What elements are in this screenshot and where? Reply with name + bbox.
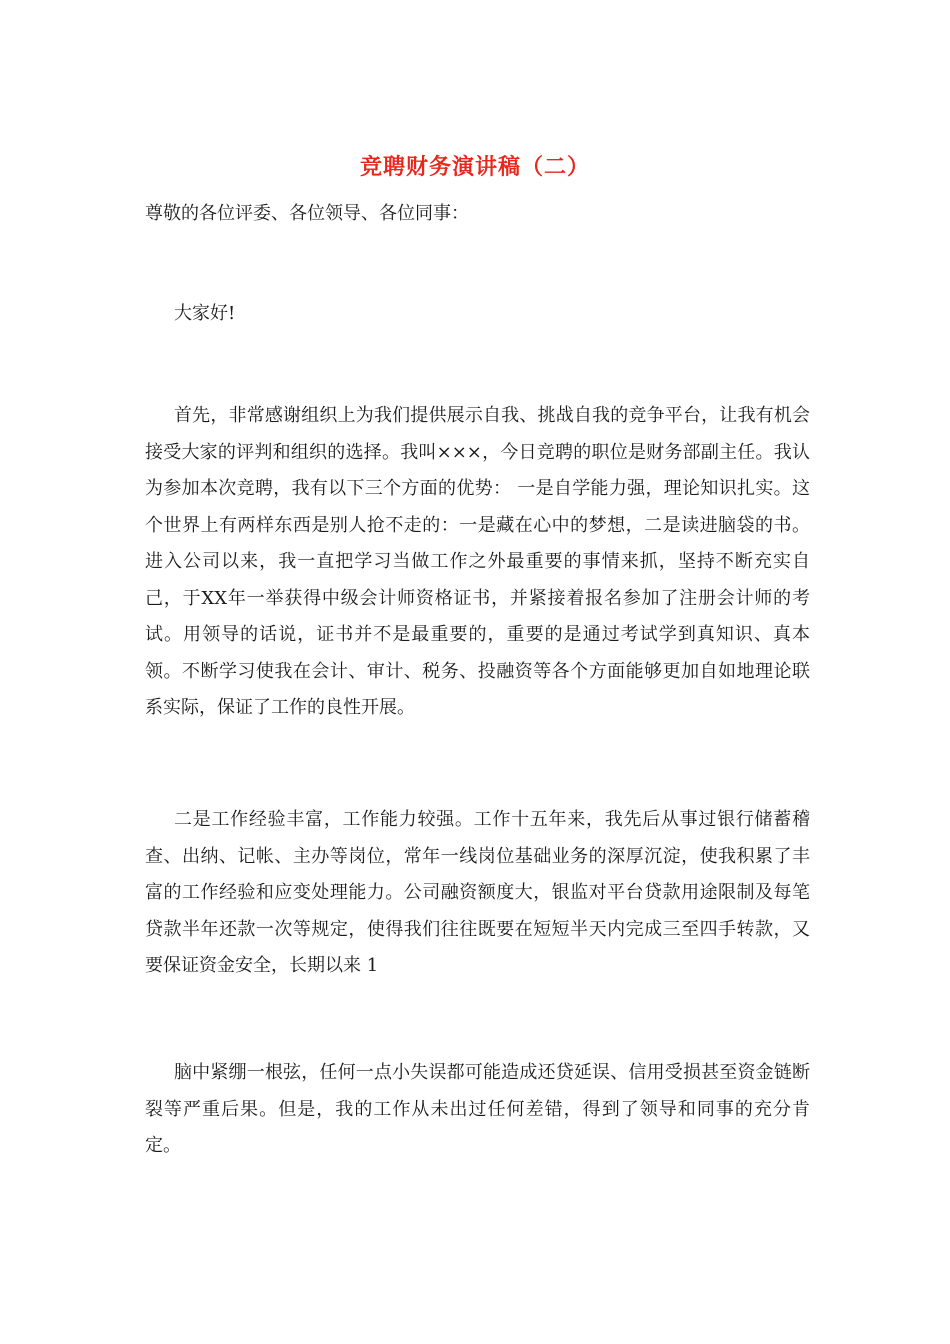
paragraph-1: 首先，非常感谢组织上为我们提供展示自我、挑战自我的竞争平台，让我有机会接受大家的评判和组织的选择。我叫×××，今日竞聘的职位是财务部副主任。我认为参加本次竞聘，我有以下三个方面的优势： 一是自学能力强，理论知识扎实。这个世界上有两样东西是别人抢不走的：一是藏在心中的梦想，二是读进脑袋的书。进入公司以来，我一直把学习当做工作之外最重要的事情来抓，坚持不断充实自己，于XX年一举获得中级会计师资格证书，并紧接着报名参加了注册会计师的考试。用领导的话说，证书并不是最重要的，重要的是通过考试学到真知识、真本领。不断学习使我在会计、审计、税务、投融资等各个方面能够更加自如地理论联系实际，保证了工作的良性开展。 xyxy=(145,405,810,718)
paragraph-2: 二是工作经验丰富，工作能力较强。工作十五年来，我先后从事过银行储蓄稽查、出纳、记帐、主办等岗位，常年一线岗位基础业务的深厚沉淀，使我积累了丰富的工作经验和应变处理能力。公司融资额度大，银监对平台贷款用途限制及每笔贷款半年还款一次等规定，使得我们往往既要在短短半天内完成三至四手转款，又要保证资金安全，长期以来 1 xyxy=(145,809,810,976)
greeting: 大家好! xyxy=(174,303,236,324)
salutation: 尊敬的各位评委、各位领导、各位同事： xyxy=(145,203,469,224)
paragraph-3: 脑中紧绷一根弦，任何一点小失误都可能造成还贷延误、信用受损甚至资金链断裂等严重后果。但是，我的工作从未出过任何差错，得到了领导和同事的充分肯定。 xyxy=(145,1062,810,1156)
document-title: 竞聘财务演讲稿（二） xyxy=(359,155,590,180)
